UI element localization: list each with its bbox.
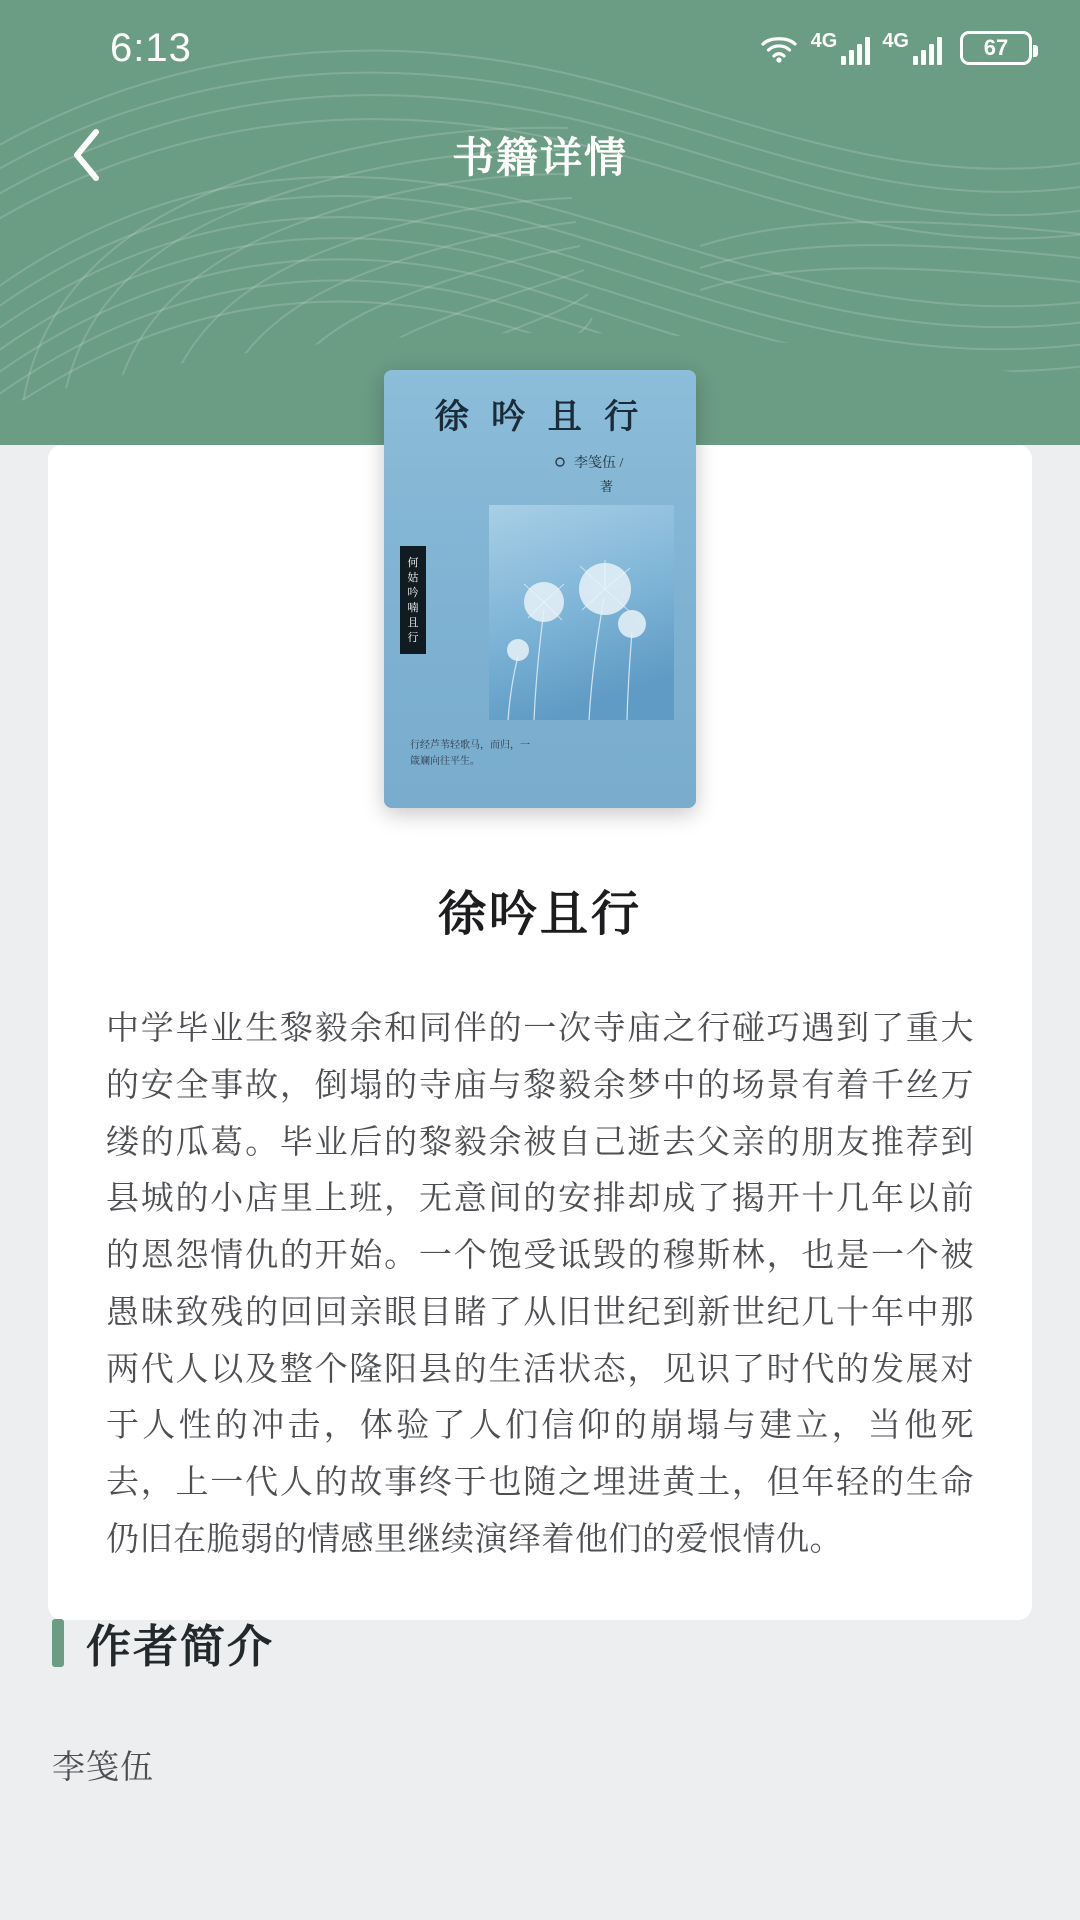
- section-accent-bar: [52, 1619, 64, 1667]
- network-label-1: 4G: [810, 30, 838, 52]
- status-bar: [0, 0, 1080, 96]
- svg-text:李笺伍 /: 李笺伍 /: [574, 456, 624, 471]
- book-title: 徐吟且行: [437, 888, 642, 941]
- author-name: 李笺伍: [52, 1748, 154, 1785]
- book-description: 中学毕业生黎毅余和同伴的一次寺庙之行碰巧遇到了重大的安全事故，倒塌的寺庙与黎毅余梦中的场景有着千丝万缕的瓜葛。毕业后的黎毅余被自己逝去父亲的朋友推荐到县城的小店里上班，无意间的安排却成了揭开十几年以前的恩怨情仇的开始。一个饱受诋毁的穆斯林，也是一个被愚昧致残的回回亲眼目睹了从旧世纪到新世纪几十年中那两代人以及整个隆阳县的生活状态，见识了时代的发展对于人性的冲击，体验了人们信仰的崩塌与建立，当他死去，上一代人的故事终于也随之埋进黄土，但年轻的生命仍旧在脆弱的情感里继续演绎着他们的爱恨情仇。: [106, 1009, 974, 1557]
- svg-text:著: 著: [600, 479, 614, 494]
- page-title: 书籍详情: [451, 134, 628, 181]
- signal-2: [882, 31, 942, 65]
- title-bar: [0, 110, 1080, 200]
- wifi-icon: [759, 32, 799, 64]
- signal-bars-1: [841, 37, 870, 65]
- battery-icon: [960, 31, 1032, 65]
- author-section-title: 作者简介: [86, 1621, 275, 1672]
- status-time: 6:13: [110, 26, 192, 70]
- network-label-2: 4G: [882, 30, 909, 52]
- book-cover[interactable]: [384, 370, 696, 808]
- svg-text:行: 行: [407, 632, 419, 644]
- author-section-header: [0, 1610, 1080, 1675]
- signal-1: [811, 31, 871, 65]
- book-info-card: [48, 399, 1032, 1620]
- status-icons: [759, 31, 1032, 65]
- svg-text:行经芦苇轻歌马，而归，一: 行经芦苇轻歌马，而归，一: [410, 740, 530, 751]
- signal-bars-2: [913, 37, 942, 65]
- back-button[interactable]: [52, 120, 122, 190]
- author-section: [0, 1610, 1080, 1788]
- svg-text:吟: 吟: [407, 587, 419, 599]
- battery-level: 67: [983, 35, 1009, 60]
- svg-text:徐 吟 且 行: 徐 吟 且 行: [434, 399, 646, 436]
- svg-text:喃: 喃: [407, 602, 419, 614]
- svg-text:何: 何: [407, 557, 419, 569]
- svg-text:且: 且: [407, 617, 419, 629]
- svg-text:箴斓向往平生。: 箴斓向往平生。: [410, 756, 480, 767]
- book-cover-image: [384, 370, 696, 808]
- svg-text:姑: 姑: [407, 572, 419, 584]
- chevron-left-icon: [69, 127, 105, 183]
